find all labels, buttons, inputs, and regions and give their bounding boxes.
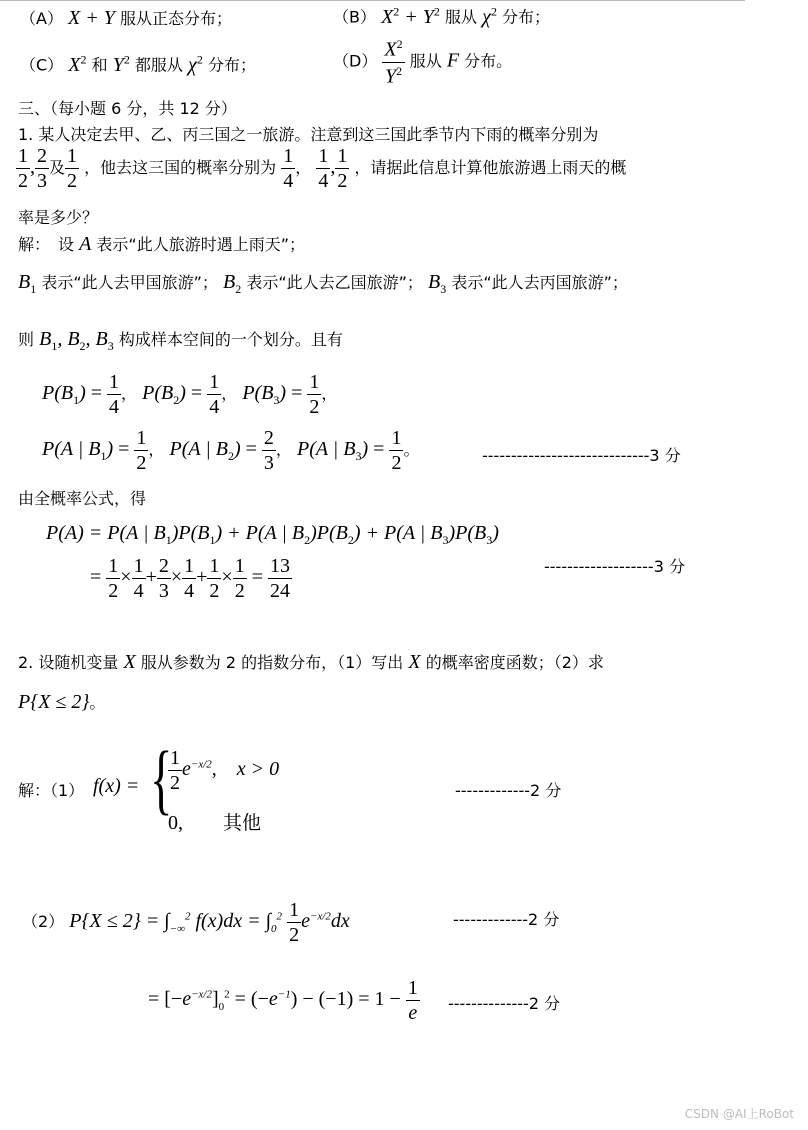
option-a: （A） X + Y 服从正态分布； [20,7,232,29]
q1-computation: = $\frac{1}{2}$ × $\frac{1}{4}$ + $\frac{2}{3}$ × $\frac{1}{4}$ + $\frac{1}{2}$ × $\frac{1}{2}$ = $\frac{13}{24}$ [90,555,290,602]
q2-sol1-label: 解：（1） [18,781,85,800]
q2-line2: P{X ≤ 2}。 [18,691,106,713]
q1-probs-b: $P(B_1)$ = $\frac{1}{4}$ ， $P(B_2)$ = $\frac{1}{4}$ ， $P(B_3)$ = $\frac{1}{2}$ ， [42,371,338,418]
section-title: 三、（每小题 6 分，共 12 分） [18,99,237,118]
q1-line1: 1. 某人决定去甲、乙、丙三国之一旅游。注意到这三国此季节内下雨的概率分别为 [18,125,599,144]
top-rule [0,0,745,1]
q2-score-2: -------------2 分 [453,910,560,929]
option-b: （B） $X^2 + Y^2$ 服从 $\chi^2$ 分布； [333,4,551,28]
q1-score-2: -------------------3 分 [544,557,685,576]
q1-solution-intro: 解： 设 A 表示“此人旅游时遇上雨天”； [18,233,306,255]
q2-result: = $[-e^{-x/2}]_0^2 = (-e^{-1}) - (-1) = 1$ − $\frac{1}{e}$ [148,977,418,1024]
q2-score-1: -------------2 分 [455,781,562,800]
option-d: （D） $\frac{X^2}{Y^2}$ 服从 F 分布。 [333,37,513,88]
q1-events: $B_1$ 表示“此人去甲国旅游”； $B_2$ 表示“此人去乙国旅游”； $B_3$ 表示“此人去丙国旅游”； [18,271,628,296]
q1-partition: 则 $B_1$, $B_2$, $B_3$ 构成样本空间的一个划分。且有 [18,328,343,353]
q2-line1: 2. 设随机变量 X 服从参数为 2 的指数分布，（1）写出 X 的概率密度函数；（2）求 [18,651,604,673]
q2-fx: f(x) = [93,775,140,797]
q1-line2: $\frac{1}{2}$ , $\frac{2}{3}$ 及 $\frac{1}{2}$ ，他去这三国的概率分别为 $\frac{1}{4}$ ， $\frac{1}{4}$ , $\frac{1}{2}$ ，请据此信息计算他旅游遇上雨天的概 [18,145,627,192]
q2-part2: （2） $P\{X \le 2\} = \int_{-\infty}^2$ $f(x)dx = \int_0^2$ $\frac{1}{2}$ $e^{-x/2}dx$ [22,899,350,946]
q1-probs-cond: P(A | $B_1$) = $\frac{1}{2}$ ， P(A | $B_2$) = $\frac{2}{3}$ ， P(A | $B_3$) = $\frac{1}{2}$ 。 [42,427,420,474]
q1-line3: 率是多少？ [18,208,99,227]
q1-formula: P(A) = P(A | $B_1)P(B_1) + P(A$ | $B_2)P(B_2) + P(A$ | $B_3)P(B_3)$ [46,522,499,547]
option-c: （C） $X^2$ 和 $Y^2$ 都服从 $\chi^2$ 分布； [20,52,256,76]
q2-brace: { [150,735,173,822]
q2-case1: $\frac{1}{2}$ $e^{-x/2}$, x > 0 [170,747,280,794]
q1-total-prob: 由全概率公式，得 [18,489,147,508]
q2-case2: 0, 其他 [168,812,262,834]
watermark: CSDN @AI上RoBot [684,1107,794,1121]
q1-score-1: -----------------------------3 分 [482,446,681,465]
q2-score-3: --------------2 分 [448,994,561,1013]
